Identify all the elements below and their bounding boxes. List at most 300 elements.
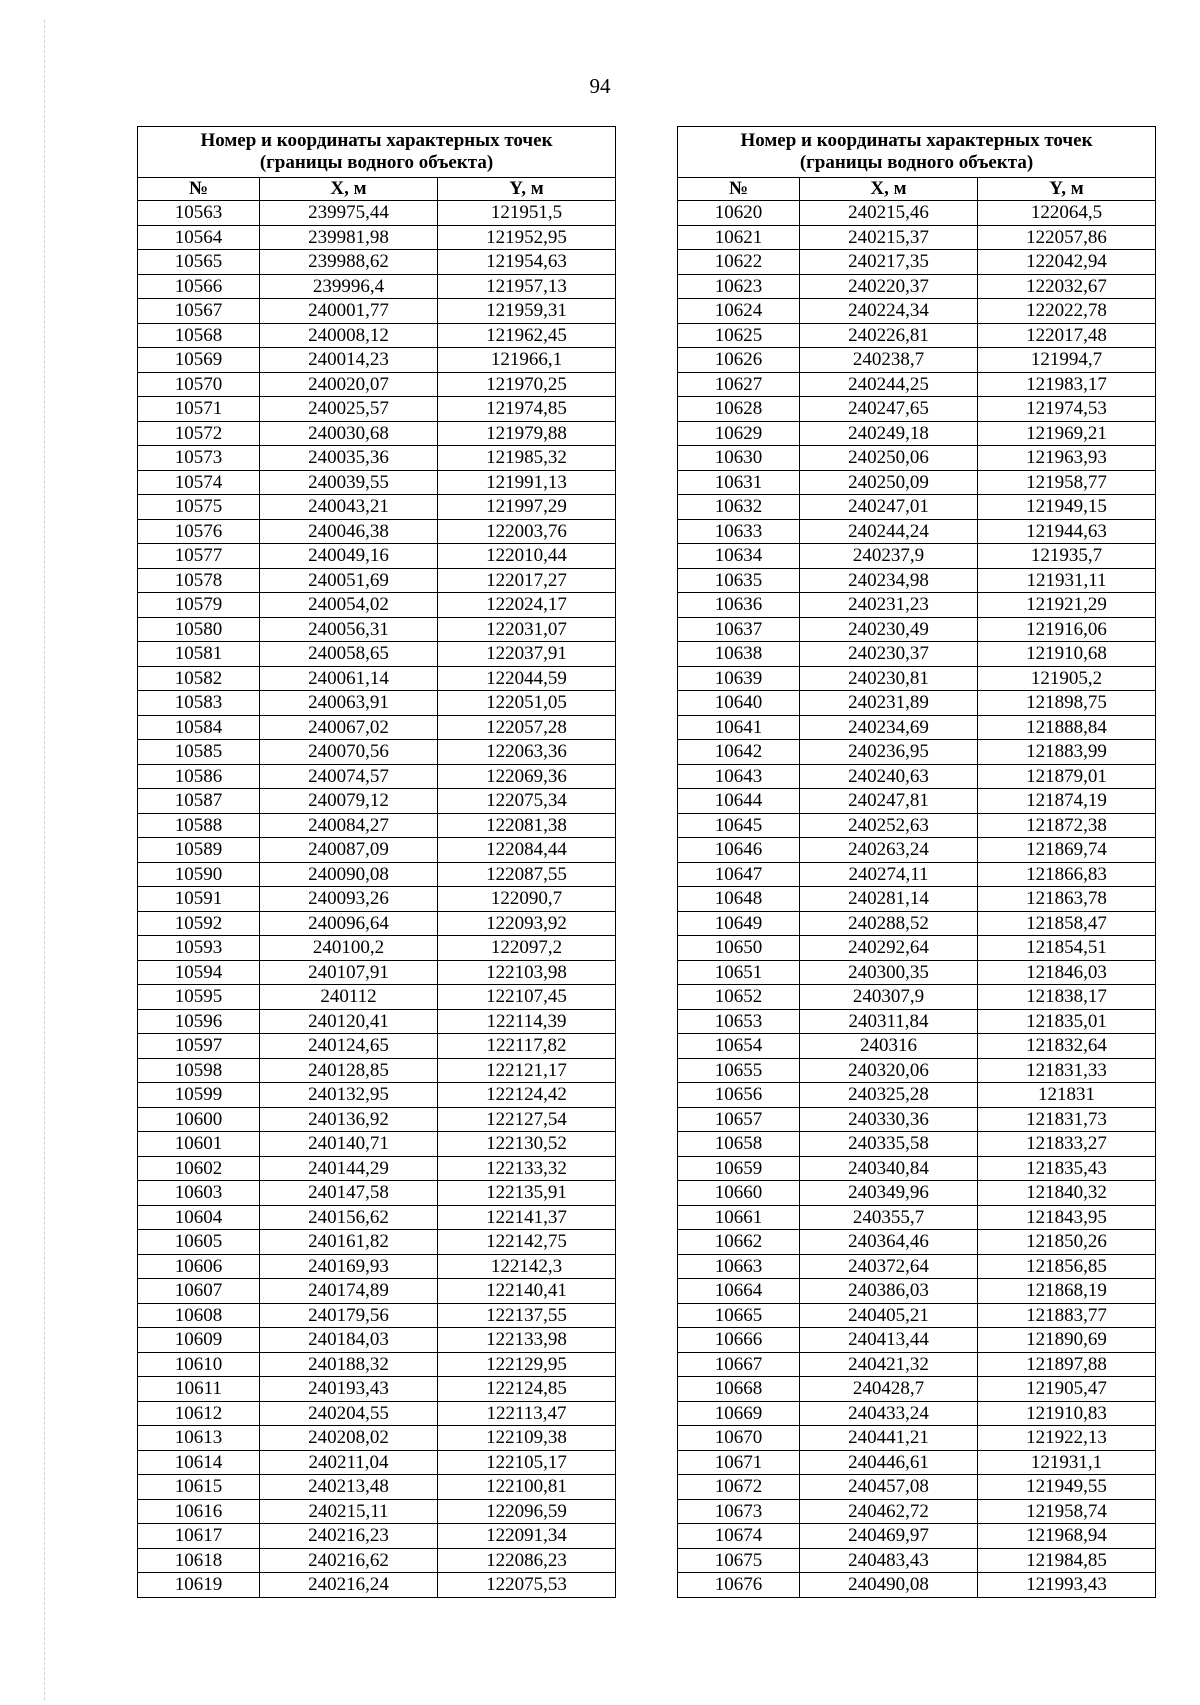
point-number-cell: 10654 xyxy=(678,1034,800,1059)
y-coordinate-cell: 121905,2 xyxy=(978,666,1156,691)
x-coordinate-cell: 240063,91 xyxy=(260,691,438,716)
x-coordinate-cell: 240215,37 xyxy=(800,225,978,250)
table-row xyxy=(678,691,1156,716)
table-row xyxy=(138,1058,616,1083)
point-number-cell: 10634 xyxy=(678,544,800,569)
y-coordinate-cell: 121921,29 xyxy=(978,593,1156,618)
coordinates-table-right xyxy=(677,126,1156,1598)
y-coordinate-cell: 121868,19 xyxy=(978,1279,1156,1304)
x-coordinate-cell: 240046,38 xyxy=(260,519,438,544)
table-row xyxy=(678,421,1156,446)
table-row xyxy=(678,862,1156,887)
point-number-cell: 10667 xyxy=(678,1352,800,1377)
y-coordinate-cell: 121959,31 xyxy=(438,299,616,324)
point-number-cell: 10672 xyxy=(678,1475,800,1500)
y-coordinate-cell: 121991,13 xyxy=(438,470,616,495)
y-coordinate-cell: 122103,98 xyxy=(438,960,616,985)
y-coordinate-cell: 122032,67 xyxy=(978,274,1156,299)
y-coordinate-cell: 121963,93 xyxy=(978,446,1156,471)
table-row xyxy=(138,691,616,716)
y-coordinate-cell: 121968,94 xyxy=(978,1524,1156,1549)
y-coordinate-cell: 121993,43 xyxy=(978,1573,1156,1598)
point-number-cell: 10600 xyxy=(138,1107,260,1132)
table-row xyxy=(678,1524,1156,1549)
table-row xyxy=(678,250,1156,275)
point-number-cell: 10607 xyxy=(138,1279,260,1304)
table-row xyxy=(138,936,616,961)
column-header-x: X, м xyxy=(260,178,438,201)
y-coordinate-cell: 122140,41 xyxy=(438,1279,616,1304)
point-number-cell: 10577 xyxy=(138,544,260,569)
y-coordinate-cell: 121974,85 xyxy=(438,397,616,422)
point-number-cell: 10647 xyxy=(678,862,800,887)
x-coordinate-cell: 240281,14 xyxy=(800,887,978,912)
x-coordinate-cell: 240096,64 xyxy=(260,911,438,936)
x-coordinate-cell: 240204,55 xyxy=(260,1401,438,1426)
x-coordinate-cell: 240174,89 xyxy=(260,1279,438,1304)
y-coordinate-cell: 122057,28 xyxy=(438,715,616,740)
point-number-cell: 10566 xyxy=(138,274,260,299)
table-row xyxy=(678,1205,1156,1230)
y-coordinate-cell: 122097,2 xyxy=(438,936,616,961)
y-coordinate-cell: 122137,55 xyxy=(438,1303,616,1328)
y-coordinate-cell: 121962,45 xyxy=(438,323,616,348)
table-row xyxy=(678,936,1156,961)
point-number-cell: 10650 xyxy=(678,936,800,961)
table-row xyxy=(678,740,1156,765)
point-number-cell: 10631 xyxy=(678,470,800,495)
table-row xyxy=(138,323,616,348)
table-row xyxy=(138,1107,616,1132)
y-coordinate-cell: 122087,55 xyxy=(438,862,616,887)
x-coordinate-cell: 240213,48 xyxy=(260,1475,438,1500)
table-row xyxy=(678,372,1156,397)
point-number-cell: 10657 xyxy=(678,1107,800,1132)
y-coordinate-cell: 122075,34 xyxy=(438,789,616,814)
table-row xyxy=(678,1279,1156,1304)
point-number-cell: 10653 xyxy=(678,1009,800,1034)
y-coordinate-cell: 122017,27 xyxy=(438,568,616,593)
point-number-cell: 10563 xyxy=(138,201,260,226)
y-coordinate-cell: 121958,77 xyxy=(978,470,1156,495)
y-coordinate-cell: 121958,74 xyxy=(978,1499,1156,1524)
y-coordinate-cell: 122017,48 xyxy=(978,323,1156,348)
table-row xyxy=(138,1230,616,1255)
x-coordinate-cell: 240247,81 xyxy=(800,789,978,814)
table-row xyxy=(138,715,616,740)
table-row xyxy=(678,348,1156,373)
point-number-cell: 10635 xyxy=(678,568,800,593)
y-coordinate-cell: 122105,17 xyxy=(438,1450,616,1475)
x-coordinate-cell: 240457,08 xyxy=(800,1475,978,1500)
y-coordinate-cell: 122129,95 xyxy=(438,1352,616,1377)
y-coordinate-cell: 122142,3 xyxy=(438,1254,616,1279)
y-coordinate-cell: 121910,68 xyxy=(978,642,1156,667)
table-row xyxy=(678,1230,1156,1255)
point-number-cell: 10579 xyxy=(138,593,260,618)
x-coordinate-cell: 240234,98 xyxy=(800,568,978,593)
x-coordinate-cell: 240483,43 xyxy=(800,1548,978,1573)
table-title xyxy=(138,127,616,178)
point-number-cell: 10642 xyxy=(678,740,800,765)
y-coordinate-cell: 121951,5 xyxy=(438,201,616,226)
y-coordinate-cell: 121966,1 xyxy=(438,348,616,373)
x-coordinate-cell: 240217,35 xyxy=(800,250,978,275)
point-number-cell: 10586 xyxy=(138,764,260,789)
x-coordinate-cell: 240433,24 xyxy=(800,1401,978,1426)
y-coordinate-cell: 121985,32 xyxy=(438,446,616,471)
x-coordinate-cell: 240049,16 xyxy=(260,544,438,569)
y-coordinate-cell: 122142,75 xyxy=(438,1230,616,1255)
y-coordinate-cell: 122003,76 xyxy=(438,519,616,544)
point-number-cell: 10598 xyxy=(138,1058,260,1083)
table-row xyxy=(678,838,1156,863)
point-number-cell: 10567 xyxy=(138,299,260,324)
table-row xyxy=(138,740,616,765)
table-row xyxy=(678,617,1156,642)
table-row xyxy=(138,789,616,814)
table-body xyxy=(138,201,616,1598)
table-title-line2: (границы водного объекта) xyxy=(259,152,494,173)
point-number-cell: 10596 xyxy=(138,1009,260,1034)
point-number-cell: 10617 xyxy=(138,1524,260,1549)
y-coordinate-cell: 122135,91 xyxy=(438,1181,616,1206)
x-coordinate-cell: 240405,21 xyxy=(800,1303,978,1328)
column-header-y: Y, м xyxy=(438,178,616,201)
table-row xyxy=(138,593,616,618)
point-number-cell: 10660 xyxy=(678,1181,800,1206)
y-coordinate-cell: 122010,44 xyxy=(438,544,616,569)
point-number-cell: 10633 xyxy=(678,519,800,544)
point-number-cell: 10624 xyxy=(678,299,800,324)
point-number-cell: 10587 xyxy=(138,789,260,814)
table-row xyxy=(138,1009,616,1034)
y-coordinate-cell: 122084,44 xyxy=(438,838,616,863)
point-number-cell: 10584 xyxy=(138,715,260,740)
table-row xyxy=(138,470,616,495)
x-coordinate-cell: 240107,91 xyxy=(260,960,438,985)
point-number-cell: 10670 xyxy=(678,1426,800,1451)
y-coordinate-cell: 122093,92 xyxy=(438,911,616,936)
point-number-cell: 10615 xyxy=(138,1475,260,1500)
point-number-cell: 10641 xyxy=(678,715,800,740)
y-coordinate-cell: 121905,47 xyxy=(978,1377,1156,1402)
table-row xyxy=(138,764,616,789)
x-coordinate-cell: 240008,12 xyxy=(260,323,438,348)
point-number-cell: 10593 xyxy=(138,936,260,961)
table-row xyxy=(138,201,616,226)
y-coordinate-cell: 121997,29 xyxy=(438,495,616,520)
x-coordinate-cell: 240311,84 xyxy=(800,1009,978,1034)
x-coordinate-cell: 240215,11 xyxy=(260,1499,438,1524)
point-number-cell: 10638 xyxy=(678,642,800,667)
point-number-cell: 10668 xyxy=(678,1377,800,1402)
y-coordinate-cell: 122133,98 xyxy=(438,1328,616,1353)
x-coordinate-cell: 239981,98 xyxy=(260,225,438,250)
point-number-cell: 10676 xyxy=(678,1573,800,1598)
point-number-cell: 10637 xyxy=(678,617,800,642)
point-number-cell: 10591 xyxy=(138,887,260,912)
x-coordinate-cell: 240100,2 xyxy=(260,936,438,961)
x-coordinate-cell: 240316 xyxy=(800,1034,978,1059)
table-row xyxy=(138,397,616,422)
y-coordinate-cell: 121954,63 xyxy=(438,250,616,275)
table-row xyxy=(138,1132,616,1157)
y-coordinate-cell: 122044,59 xyxy=(438,666,616,691)
table-row xyxy=(678,1058,1156,1083)
point-number-cell: 10621 xyxy=(678,225,800,250)
table-row xyxy=(678,764,1156,789)
y-coordinate-cell: 122081,38 xyxy=(438,813,616,838)
point-number-cell: 10592 xyxy=(138,911,260,936)
x-coordinate-cell: 240093,26 xyxy=(260,887,438,912)
x-coordinate-cell: 240244,25 xyxy=(800,372,978,397)
x-coordinate-cell: 240058,65 xyxy=(260,642,438,667)
x-coordinate-cell: 239975,44 xyxy=(260,201,438,226)
table-row xyxy=(138,1279,616,1304)
y-coordinate-cell: 121969,21 xyxy=(978,421,1156,446)
x-coordinate-cell: 240292,64 xyxy=(800,936,978,961)
table-title-line1: Номер и координаты характерных точек xyxy=(740,130,1093,151)
x-coordinate-cell: 239988,62 xyxy=(260,250,438,275)
table-row xyxy=(678,1107,1156,1132)
point-number-cell: 10629 xyxy=(678,421,800,446)
y-coordinate-cell: 121832,64 xyxy=(978,1034,1156,1059)
y-coordinate-cell: 121897,88 xyxy=(978,1352,1156,1377)
table-row xyxy=(678,985,1156,1010)
y-coordinate-cell: 121949,15 xyxy=(978,495,1156,520)
y-coordinate-cell: 121869,74 xyxy=(978,838,1156,863)
point-number-cell: 10628 xyxy=(678,397,800,422)
table-row xyxy=(138,1401,616,1426)
x-coordinate-cell: 240247,01 xyxy=(800,495,978,520)
point-number-cell: 10613 xyxy=(138,1426,260,1451)
point-number-cell: 10651 xyxy=(678,960,800,985)
point-number-cell: 10599 xyxy=(138,1083,260,1108)
table-row xyxy=(138,666,616,691)
y-coordinate-cell: 122109,38 xyxy=(438,1426,616,1451)
point-number-cell: 10661 xyxy=(678,1205,800,1230)
point-number-cell: 10581 xyxy=(138,642,260,667)
table-row xyxy=(678,1254,1156,1279)
x-coordinate-cell: 240136,92 xyxy=(260,1107,438,1132)
point-number-cell: 10608 xyxy=(138,1303,260,1328)
point-number-cell: 10663 xyxy=(678,1254,800,1279)
table-row xyxy=(678,1328,1156,1353)
point-number-cell: 10602 xyxy=(138,1156,260,1181)
point-number-cell: 10675 xyxy=(678,1548,800,1573)
x-coordinate-cell: 240300,35 xyxy=(800,960,978,985)
point-number-cell: 10612 xyxy=(138,1401,260,1426)
table-row xyxy=(678,960,1156,985)
y-coordinate-cell: 121854,51 xyxy=(978,936,1156,961)
x-coordinate-cell: 240216,62 xyxy=(260,1548,438,1573)
column-header-number: № xyxy=(138,178,260,201)
x-coordinate-cell: 240231,89 xyxy=(800,691,978,716)
x-coordinate-cell: 240421,32 xyxy=(800,1352,978,1377)
y-coordinate-cell: 121983,17 xyxy=(978,372,1156,397)
table-title-line1: Номер и координаты характерных точек xyxy=(200,130,553,151)
y-coordinate-cell: 122024,17 xyxy=(438,593,616,618)
point-number-cell: 10630 xyxy=(678,446,800,471)
point-number-cell: 10643 xyxy=(678,764,800,789)
x-coordinate-cell: 240249,18 xyxy=(800,421,978,446)
point-number-cell: 10669 xyxy=(678,1401,800,1426)
x-coordinate-cell: 240244,24 xyxy=(800,519,978,544)
point-number-cell: 10569 xyxy=(138,348,260,373)
table-row xyxy=(138,960,616,985)
y-coordinate-cell: 121846,03 xyxy=(978,960,1156,985)
x-coordinate-cell: 240147,58 xyxy=(260,1181,438,1206)
table-row xyxy=(678,887,1156,912)
table-row xyxy=(678,568,1156,593)
x-coordinate-cell: 240441,21 xyxy=(800,1426,978,1451)
x-coordinate-cell: 240144,29 xyxy=(260,1156,438,1181)
x-coordinate-cell: 240386,03 xyxy=(800,1279,978,1304)
table-row xyxy=(138,1181,616,1206)
x-coordinate-cell: 240216,23 xyxy=(260,1524,438,1549)
point-number-cell: 10610 xyxy=(138,1352,260,1377)
column-header-x: X, м xyxy=(800,178,978,201)
table-row xyxy=(678,1573,1156,1598)
point-number-cell: 10565 xyxy=(138,250,260,275)
table-row xyxy=(138,617,616,642)
point-number-cell: 10632 xyxy=(678,495,800,520)
y-coordinate-cell: 122086,23 xyxy=(438,1548,616,1573)
y-coordinate-cell: 121952,95 xyxy=(438,225,616,250)
y-coordinate-cell: 121838,17 xyxy=(978,985,1156,1010)
table-row xyxy=(678,1499,1156,1524)
y-coordinate-cell: 121843,95 xyxy=(978,1205,1156,1230)
point-number-cell: 10627 xyxy=(678,372,800,397)
x-coordinate-cell: 240224,34 xyxy=(800,299,978,324)
table-row xyxy=(138,348,616,373)
y-coordinate-cell: 122113,47 xyxy=(438,1401,616,1426)
x-coordinate-cell: 240462,72 xyxy=(800,1499,978,1524)
point-number-cell: 10578 xyxy=(138,568,260,593)
y-coordinate-cell: 121883,99 xyxy=(978,740,1156,765)
table-row xyxy=(678,1401,1156,1426)
y-coordinate-cell: 121994,7 xyxy=(978,348,1156,373)
y-coordinate-cell: 122091,34 xyxy=(438,1524,616,1549)
table-row xyxy=(678,1181,1156,1206)
point-number-cell: 10646 xyxy=(678,838,800,863)
point-number-cell: 10583 xyxy=(138,691,260,716)
x-coordinate-cell: 240039,55 xyxy=(260,470,438,495)
x-coordinate-cell: 240355,7 xyxy=(800,1205,978,1230)
point-number-cell: 10636 xyxy=(678,593,800,618)
table-row xyxy=(678,274,1156,299)
x-coordinate-cell: 240061,14 xyxy=(260,666,438,691)
x-coordinate-cell: 240070,56 xyxy=(260,740,438,765)
x-coordinate-cell: 240132,95 xyxy=(260,1083,438,1108)
point-number-cell: 10620 xyxy=(678,201,800,226)
table-row xyxy=(678,1377,1156,1402)
x-coordinate-cell: 240054,02 xyxy=(260,593,438,618)
y-coordinate-cell: 121957,13 xyxy=(438,274,616,299)
y-coordinate-cell: 122075,53 xyxy=(438,1573,616,1598)
table-row xyxy=(138,838,616,863)
table-row xyxy=(138,1475,616,1500)
y-coordinate-cell: 121866,83 xyxy=(978,862,1156,887)
table-row xyxy=(678,1548,1156,1573)
table-row xyxy=(138,299,616,324)
point-number-cell: 10594 xyxy=(138,960,260,985)
x-coordinate-cell: 240288,52 xyxy=(800,911,978,936)
point-number-cell: 10648 xyxy=(678,887,800,912)
table-row xyxy=(678,593,1156,618)
point-number-cell: 10582 xyxy=(138,666,260,691)
x-coordinate-cell: 240250,06 xyxy=(800,446,978,471)
point-number-cell: 10572 xyxy=(138,421,260,446)
table-row xyxy=(138,1377,616,1402)
point-number-cell: 10609 xyxy=(138,1328,260,1353)
y-coordinate-cell: 121856,85 xyxy=(978,1254,1156,1279)
point-number-cell: 10659 xyxy=(678,1156,800,1181)
table-row xyxy=(678,1034,1156,1059)
x-coordinate-cell: 240226,81 xyxy=(800,323,978,348)
y-coordinate-cell: 122064,5 xyxy=(978,201,1156,226)
y-coordinate-cell: 121931,11 xyxy=(978,568,1156,593)
point-number-cell: 10575 xyxy=(138,495,260,520)
x-coordinate-cell: 240211,04 xyxy=(260,1450,438,1475)
y-coordinate-cell: 121898,75 xyxy=(978,691,1156,716)
table-row xyxy=(138,274,616,299)
x-coordinate-cell: 240231,23 xyxy=(800,593,978,618)
y-coordinate-cell: 121883,77 xyxy=(978,1303,1156,1328)
table-row xyxy=(678,1303,1156,1328)
y-coordinate-cell: 121916,06 xyxy=(978,617,1156,642)
point-number-cell: 10652 xyxy=(678,985,800,1010)
point-number-cell: 10564 xyxy=(138,225,260,250)
table-title-line2: (границы водного объекта) xyxy=(799,152,1034,173)
x-coordinate-cell: 240364,46 xyxy=(800,1230,978,1255)
y-coordinate-cell: 121974,53 xyxy=(978,397,1156,422)
point-number-cell: 10604 xyxy=(138,1205,260,1230)
x-coordinate-cell: 240014,23 xyxy=(260,348,438,373)
y-coordinate-cell: 121935,7 xyxy=(978,544,1156,569)
table-row xyxy=(678,715,1156,740)
point-number-cell: 10595 xyxy=(138,985,260,1010)
table-row xyxy=(678,519,1156,544)
y-coordinate-cell: 121835,01 xyxy=(978,1009,1156,1034)
y-coordinate-cell: 121840,32 xyxy=(978,1181,1156,1206)
table-row xyxy=(678,446,1156,471)
table-row xyxy=(138,1254,616,1279)
point-number-cell: 10576 xyxy=(138,519,260,544)
x-coordinate-cell: 240274,11 xyxy=(800,862,978,887)
x-coordinate-cell: 240025,57 xyxy=(260,397,438,422)
table-row xyxy=(138,911,616,936)
table-row xyxy=(678,495,1156,520)
table-row xyxy=(678,1450,1156,1475)
y-coordinate-cell: 122042,94 xyxy=(978,250,1156,275)
table-row xyxy=(678,642,1156,667)
x-coordinate-cell: 240140,71 xyxy=(260,1132,438,1157)
point-number-cell: 10601 xyxy=(138,1132,260,1157)
x-coordinate-cell: 240237,9 xyxy=(800,544,978,569)
page-number: 94 xyxy=(589,74,611,98)
table-row xyxy=(138,1573,616,1598)
point-number-cell: 10644 xyxy=(678,789,800,814)
y-coordinate-cell: 122022,78 xyxy=(978,299,1156,324)
table-row xyxy=(678,225,1156,250)
y-coordinate-cell: 122096,59 xyxy=(438,1499,616,1524)
x-coordinate-cell: 240051,69 xyxy=(260,568,438,593)
y-coordinate-cell: 121874,19 xyxy=(978,789,1156,814)
point-number-cell: 10626 xyxy=(678,348,800,373)
point-number-cell: 10655 xyxy=(678,1058,800,1083)
